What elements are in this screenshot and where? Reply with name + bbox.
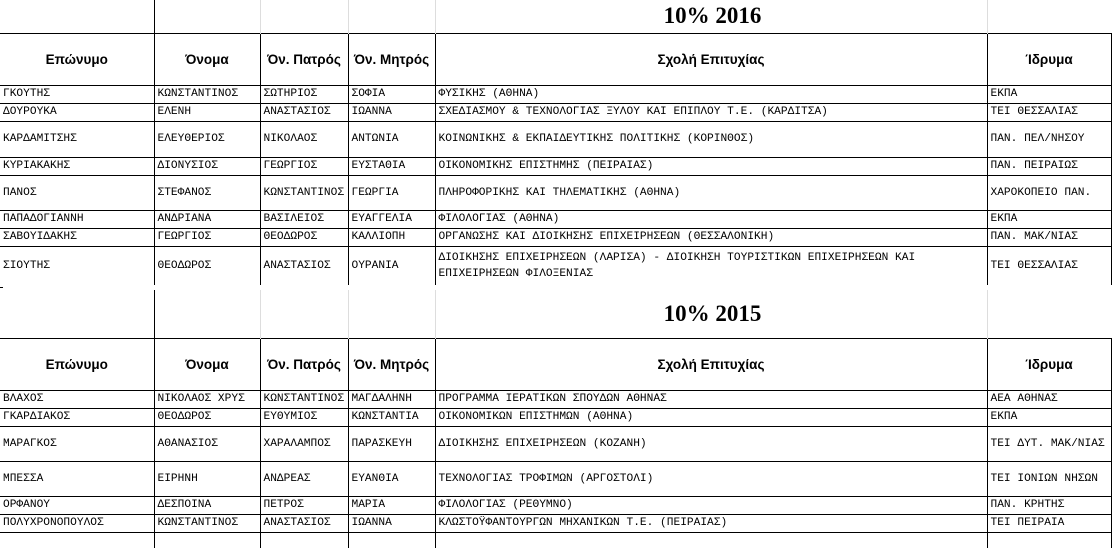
cell-institution[interactable]: ΕΚΠΑ — [987, 408, 1111, 426]
cell-father-name[interactable]: ΚΩΝΣΤΑΝΤΙΝΟΣ — [260, 390, 348, 408]
cell-mother-name[interactable]: ΓΕΩΡΓΙΑ — [348, 175, 435, 210]
cell-father-name[interactable]: ΘΕΟΔΩΡΟΣ — [260, 228, 348, 246]
header-row — [0, 33, 1111, 85]
cell-mother-name[interactable]: ΜΑΡΙΑ — [348, 496, 435, 514]
cell-school[interactable]: ΟΡΓΑΝΩΣΗΣ ΚΑΙ ΔΙΟΙΚΗΣΗΣ ΕΠΙΧΕΙΡΗΣΕΩΝ (ΘΕΣΣΑΛΟΝΙΚΗ) — [435, 228, 987, 246]
cell-surname[interactable]: ΒΛΑΧΟΣ — [0, 390, 154, 408]
cell-school[interactable]: ΟΙΚΟΝΟΜΙΚΩΝ ΕΠΙΣΤΗΜΩΝ (ΑΘΗΝΑ) — [435, 408, 987, 426]
table-row — [0, 85, 1111, 103]
cell-first-name[interactable]: ΕΛΕΝΗ — [154, 103, 260, 121]
cell-institution[interactable]: ΠΑΝ. ΚΡΗΤΗΣ — [987, 496, 1111, 514]
cell-institution[interactable]: ΕΚΠΑ — [987, 85, 1111, 103]
section-title: 10% 2016 — [435, 0, 987, 33]
cell-mother-name[interactable]: ΟΥΡΑΝΙΑ — [348, 246, 435, 285]
cell-institution[interactable]: ΠΑΝ. ΠΕΛ/ΝΗΣΟΥ — [987, 121, 1111, 157]
cell-father-name[interactable]: ΑΝΑΣΤΑΣΙΟΣ — [260, 246, 348, 285]
cell-first-name[interactable]: ΑΝΔΡΙΑΝΑ — [154, 210, 260, 228]
table-row — [0, 426, 1111, 461]
cell-father-name[interactable]: ΑΝΑΣΤΑΣΙΟΣ — [260, 103, 348, 121]
cell-father-name[interactable]: ΕΥΘΥΜΙΟΣ — [260, 408, 348, 426]
cell-school[interactable]: ΣΧΕΔΙΑΣΜΟΥ & ΤΕΧΝΟΛΟΓΙΑΣ ΞΥΛΟΥ ΚΑΙ ΕΠΙΠΛΟΥ Τ.Ε. (ΚΑΡΔΙΤΣΑ) — [435, 103, 987, 121]
cell-father-name[interactable]: ΑΝΔΡΕΑΣ — [260, 461, 348, 496]
cell-father-name[interactable]: ΓΕΩΡΓΙΟΣ — [260, 157, 348, 175]
table-row — [0, 390, 1111, 408]
page-break-mark — [0, 33, 3, 34]
cell-surname[interactable]: ΣΙΟΥΤΗΣ — [0, 246, 154, 285]
cell-institution[interactable]: ΠΑΝ. ΠΕΙΡΑΙΩΣ — [987, 157, 1111, 175]
cell-first-name[interactable]: ΓΕΩΡΓΙΟΣ — [154, 228, 260, 246]
table-2015 — [0, 290, 1112, 548]
cell-school[interactable]: ΚΟΙΝΩΝΙΚΗΣ & ΕΚΠΑΙΔΕΥΤΙΚΗΣ ΠΟΛΙΤΙΚΗΣ (ΚΟΡΙΝΘΟΣ) — [435, 121, 987, 157]
section-title: 10% 2015 — [435, 290, 987, 338]
header-institution[interactable]: Ίδρυμα — [987, 33, 1111, 85]
cell-institution[interactable]: ΤΕΙ ΠΕΙΡΑΙΑ — [987, 514, 1111, 532]
header-mother-name[interactable]: Όν. Μητρός — [348, 33, 435, 85]
cell-mother-name[interactable]: ΕΥΣΤΑΘΙΑ — [348, 157, 435, 175]
cell-father-name[interactable]: ΚΩΝΣΤΑΝΤΙΝΟΣ — [260, 175, 348, 210]
table-row — [0, 228, 1111, 246]
cell-father-name[interactable]: ΣΩΤΗΡΙΟΣ — [260, 85, 348, 103]
cell-institution[interactable]: ΕΚΠΑ — [987, 210, 1111, 228]
cell-mother-name[interactable]: ΜΑΓΔΑΛΗΝΗ — [348, 390, 435, 408]
cell-first-name[interactable]: ΣΤΕΦΑΝΟΣ — [154, 175, 260, 210]
cell-school[interactable]: ΔΙΟΙΚΗΣΗΣ ΕΠΙΧΕΙΡΗΣΕΩΝ (ΛΑΡΙΣΑ) - ΔΙΟΙΚΗΣΗ ΤΟΥΡΙΣΤΙΚΩΝ ΕΠΙΧΕΙΡΗΣΕΩΝ ΚΑΙ ΕΠΙΧΕΙΡΗΣΕΩΝ ΦΙΛΟΞΕΝΙΑΣ — [435, 246, 987, 285]
cell-surname[interactable]: ΠΑΝΟΣ — [0, 175, 154, 210]
table-row-empty — [0, 532, 1111, 548]
cell-institution[interactable]: ΤΕΙ ΙΟΝΙΩΝ ΝΗΣΩΝ — [987, 461, 1111, 496]
cell-institution[interactable]: ΤΕΙ ΔΥΤ. ΜΑΚ/ΝΙΑΣ — [987, 426, 1111, 461]
cell-institution[interactable]: ΑΕΑ ΑΘΗΝΑΣ — [987, 390, 1111, 408]
cell-father-name[interactable]: ΒΑΣΙΛΕΙΟΣ — [260, 210, 348, 228]
cell-first-name[interactable]: ΔΙΟΝΥΣΙΟΣ — [154, 157, 260, 175]
header-father-name[interactable]: Όν. Πατρός — [260, 33, 348, 85]
section-title-row — [0, 0, 1111, 33]
cell-school[interactable]: ΔΙΟΙΚΗΣΗΣ ΕΠΙΧΕΙΡΗΣΕΩΝ (ΚΟΖΑΝΗ) — [435, 426, 987, 461]
table-row — [0, 103, 1111, 121]
cell-institution[interactable]: ΤΕΙ ΘΕΣΣΑΛΙΑΣ — [987, 246, 1111, 285]
section-title-row — [0, 290, 1111, 338]
cell-institution[interactable]: ΤΕΙ ΘΕΣΣΑΛΙΑΣ — [987, 103, 1111, 121]
cell-surname[interactable]: ΓΚΑΡΔΙΑΚΟΣ — [0, 408, 154, 426]
cell-father-name[interactable]: ΧΑΡΑΛΑΜΠΟΣ — [260, 426, 348, 461]
page-break-mark — [0, 287, 3, 288]
cell-first-name[interactable]: ΘΕΟΔΩΡΟΣ — [154, 246, 260, 285]
table-row — [0, 461, 1111, 496]
cell-surname[interactable]: ΜΠΕΣΣΑ — [0, 461, 154, 496]
table-row — [0, 157, 1111, 175]
cell-surname[interactable]: ΓΚΟΥΤΗΣ — [0, 85, 154, 103]
cell-mother-name[interactable]: ΣΟΦΙΑ — [348, 85, 435, 103]
cell-mother-name[interactable]: ΙΩΑΝΝΑ — [348, 103, 435, 121]
cell-mother-name[interactable]: ΑΝΤΩΝΙΑ — [348, 121, 435, 157]
cell-mother-name[interactable]: ΙΩΑΝΝΑ — [348, 514, 435, 532]
cell-school[interactable]: ΦΙΛΟΛΟΓΙΑΣ (ΡΕΘΥΜΝΟ) — [435, 496, 987, 514]
cell-surname[interactable]: ΠΟΛΥΧΡΟΝΟΠΟΥΛΟΣ — [0, 514, 154, 532]
header-first-name[interactable]: Όνομα — [154, 33, 260, 85]
header-school[interactable]: Σχολή Επιτυχίας — [435, 338, 987, 390]
table-row — [0, 496, 1111, 514]
cell-school[interactable]: ΤΕΧΝΟΛΟΓΙΑΣ ΤΡΟΦΙΜΩΝ (ΑΡΓΟΣΤΟΛΙ) — [435, 461, 987, 496]
table-row — [0, 408, 1111, 426]
header-school[interactable]: Σχολή Επιτυχίας — [435, 33, 987, 85]
table-row — [0, 121, 1111, 157]
cell-father-name[interactable]: ΝΙΚΟΛΑΟΣ — [260, 121, 348, 157]
cell-father-name[interactable]: ΑΝΑΣΤΑΣΙΟΣ — [260, 514, 348, 532]
cell-first-name[interactable]: ΘΕΟΔΩΡΟΣ — [154, 408, 260, 426]
cell-school[interactable]: ΦΙΛΟΛΟΓΙΑΣ (ΑΘΗΝΑ) — [435, 210, 987, 228]
table-row — [0, 246, 1111, 285]
cell-surname[interactable]: ΣΑΒΟΥΙΔΑΚΗΣ — [0, 228, 154, 246]
cell-first-name[interactable]: ΝΙΚΟΛΑΟΣ ΧΡΥΣ — [154, 390, 260, 408]
cell-school[interactable]: ΠΛΗΡΟΦΟΡΙΚΗΣ ΚΑΙ ΤΗΛΕΜΑΤΙΚΗΣ (ΑΘΗΝΑ) — [435, 175, 987, 210]
header-surname[interactable]: Επώνυμο — [0, 338, 154, 390]
cell-surname[interactable]: ΚΑΡΔΑΜΙΤΣΗΣ — [0, 121, 154, 157]
cell-surname[interactable]: ΚΥΡΙΑΚΑΚΗΣ — [0, 157, 154, 175]
cell-first-name[interactable]: ΑΘΑΝΑΣΙΟΣ — [154, 426, 260, 461]
cell-school[interactable]: ΦΥΣΙΚΗΣ (ΑΘΗΝΑ) — [435, 85, 987, 103]
cell-institution[interactable]: ΧΑΡΟΚΟΠΕΙΟ ΠΑΝ. — [987, 175, 1111, 210]
header-mother-name[interactable]: Όν. Μητρός — [348, 338, 435, 390]
cell-mother-name[interactable]: ΠΑΡΑΣΚΕΥΗ — [348, 426, 435, 461]
cell-first-name[interactable]: ΚΩΝΣΤΑΝΤΙΝΟΣ — [154, 85, 260, 103]
cell-school[interactable]: ΚΛΩΣΤΟΫΦΑΝΤΟΥΡΓΩΝ ΜΗΧΑΝΙΚΩΝ Τ.Ε. (ΠΕΙΡΑΙΑΣ) — [435, 514, 987, 532]
table-row — [0, 514, 1111, 532]
cell-school[interactable]: ΟΙΚΟΝΟΜΙΚΗΣ ΕΠΙΣΤΗΜΗΣ (ΠΕΙΡΑΙΑΣ) — [435, 157, 987, 175]
header-row — [0, 338, 1111, 390]
cell-first-name[interactable]: ΕΛΕΥΘΕΡΙΟΣ — [154, 121, 260, 157]
header-institution[interactable]: Ίδρυμα — [987, 338, 1111, 390]
header-first-name[interactable]: Όνομα — [154, 338, 260, 390]
cell-first-name[interactable]: ΕΙΡΗΝΗ — [154, 461, 260, 496]
cell-father-name[interactable]: ΠΕΤΡΟΣ — [260, 496, 348, 514]
header-father-name[interactable]: Όν. Πατρός — [260, 338, 348, 390]
cell-school[interactable]: ΠΡΟΓΡΑΜΜΑ ΙΕΡΑΤΙΚΩΝ ΣΠΟΥΔΩΝ ΑΘΗΝΑΣ — [435, 390, 987, 408]
cell-surname[interactable]: ΠΑΠΑΔΟΓΙΑΝΝΗ — [0, 210, 154, 228]
cell-mother-name[interactable]: ΕΥΑΝΘΙΑ — [348, 461, 435, 496]
table-row — [0, 175, 1111, 210]
table-row — [0, 210, 1111, 228]
cell-mother-name[interactable]: ΕΥΑΓΓΕΛΙΑ — [348, 210, 435, 228]
cell-surname[interactable]: ΟΡΦΑΝΟΥ — [0, 496, 154, 514]
cell-first-name[interactable]: ΚΩΝΣΤΑΝΤΙΝΟΣ — [154, 514, 260, 532]
cell-surname[interactable]: ΔΟΥΡΟΥΚΑ — [0, 103, 154, 121]
header-surname[interactable]: Επώνυμο — [0, 33, 154, 85]
cell-institution[interactable]: ΠΑΝ. ΜΑΚ/ΝΙΑΣ — [987, 228, 1111, 246]
cell-surname[interactable]: ΜΑΡΑΓΚΟΣ — [0, 426, 154, 461]
cell-mother-name[interactable]: ΚΑΛΛΙΟΠΗ — [348, 228, 435, 246]
cell-first-name[interactable]: ΔΕΣΠΟΙΝΑ — [154, 496, 260, 514]
cell-mother-name[interactable]: ΚΩΝΣΤΑΝΤΙΑ — [348, 408, 435, 426]
